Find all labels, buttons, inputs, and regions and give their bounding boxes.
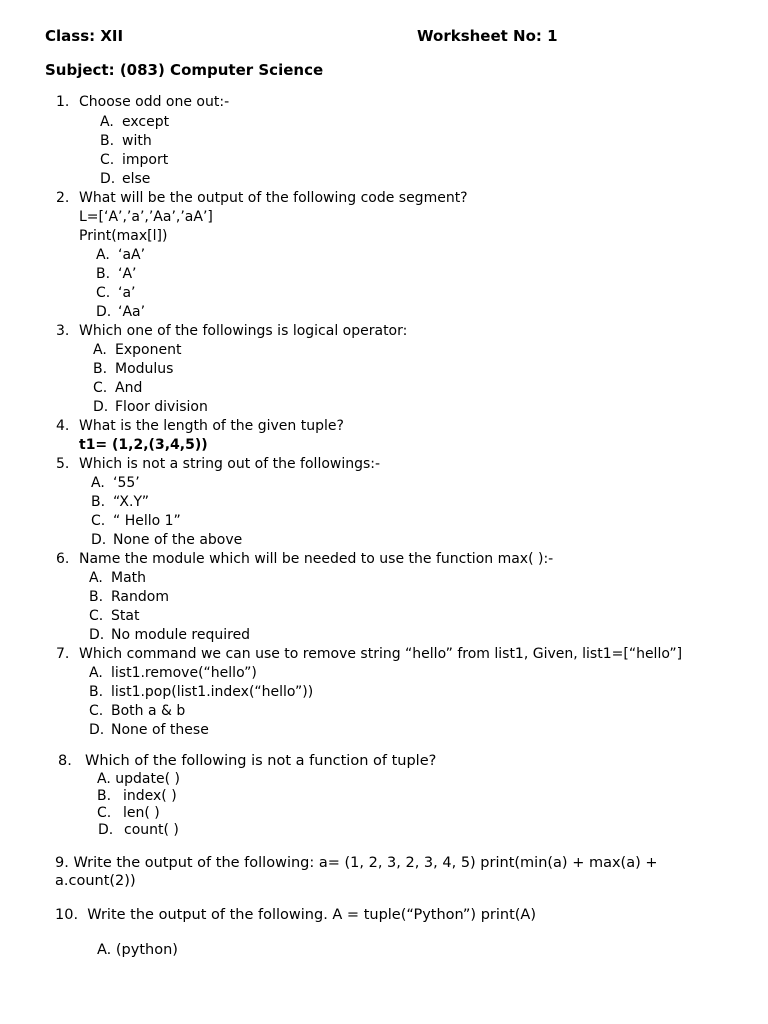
question-number: 4. [56,418,70,434]
question-number: 1. [56,94,70,110]
q5-option-d: D. None of the above [91,532,243,548]
q3-option-d: D. Floor division [93,399,208,415]
subject-label: Subject: (083) Computer Science [45,61,324,79]
q7-option-b: B. list1.pop(list1.index(“hello”)) [89,684,314,700]
question-1 [56,93,229,112]
q6-option-b: B. Random [89,589,169,605]
question-number: 9. [55,855,69,871]
question-5 [56,455,380,474]
q7-option-c: C. Both a & b [89,703,186,719]
q5-option-c: C. “ Hello 1” [91,513,181,529]
question-text: Which of the following is not a function of tuple? [85,753,437,769]
q1-option-b: B. with [100,133,152,149]
q10-option-a: A. (python) [97,942,178,958]
q6-option-a: A. Math [89,570,147,586]
question-number: 8. [58,753,72,769]
question-6 [56,550,553,569]
q8-option-d: D. count( ) [98,822,179,838]
q1-option-d: D. else [100,171,151,187]
q7-option-d: D. None of these [89,722,209,738]
question-9-continuation: a.count(2)) [55,873,136,889]
q3-option-b: B. Modulus [93,361,174,377]
q2-code-line-2: Print(max[l]) [79,228,168,244]
q2-option-d: D. ‘Aa’ [96,304,146,320]
question-3 [56,322,407,341]
q7-option-a: A. list1.remove(“hello”) [89,665,257,681]
question-text: Which one of the followings is logical operator: [79,323,408,339]
question-4 [56,417,344,436]
question-text: Choose odd one out:- [79,94,230,110]
question-text: What is the length of the given tuple? [79,418,344,434]
question-text: Which is not a string out of the followings:- [79,456,381,472]
q3-option-c: C. And [93,380,143,396]
q1-option-a: A. except [100,114,170,130]
question-8 [58,752,436,771]
q6-option-d: D. No module required [89,627,251,643]
q2-option-c: C. ‘a’ [96,285,136,301]
q8-option-a: A. update( ) [97,771,180,787]
worksheet-number: Worksheet No: 1 [417,27,558,45]
question-text-line-1: Write the output of the following: a= (1, 2, 3, 2, 3, 4, 5) print(min(a) + max(a) + [73,855,658,871]
q2-option-b: B. ‘A’ [96,266,137,282]
q1-option-c: C. import [100,152,169,168]
question-number: 10. [55,907,79,923]
q2-code-line-1: L=[‘A’,’a’,’Aa’,’aA’] [79,209,213,225]
question-number: 6. [56,551,70,567]
q5-option-b: B. “X.Y” [91,494,150,510]
q3-option-a: A. Exponent [93,342,182,358]
question-number: 7. [56,646,70,662]
question-10 [55,906,536,924]
question-2 [56,189,468,208]
q8-option-c: C. len( ) [97,805,160,821]
question-number: 3. [56,323,70,339]
question-text: Write the output of the following. A = tuple(“Python”) print(A) [87,907,536,923]
q4-tuple-code: t1= (1,2,(3,4,5)) [79,437,208,453]
q6-option-c: C. Stat [89,608,140,624]
question-text: Name the module which will be needed to use the function max( ):- [79,551,554,567]
q8-option-b: B. index( ) [97,788,177,804]
question-text: Which command we can use to remove string “hello” from list1, Given, list1=[“hello”] [79,646,683,662]
question-number: 5. [56,456,70,472]
question-text: What will be the output of the following code segment? [79,190,468,206]
class-label: Class: XII [45,27,124,45]
question-9 [55,854,658,872]
question-7 [56,645,682,664]
q2-option-a: A. ‘aA’ [96,247,146,263]
q5-option-a: A. ‘55’ [91,475,140,491]
question-number: 2. [56,190,70,206]
